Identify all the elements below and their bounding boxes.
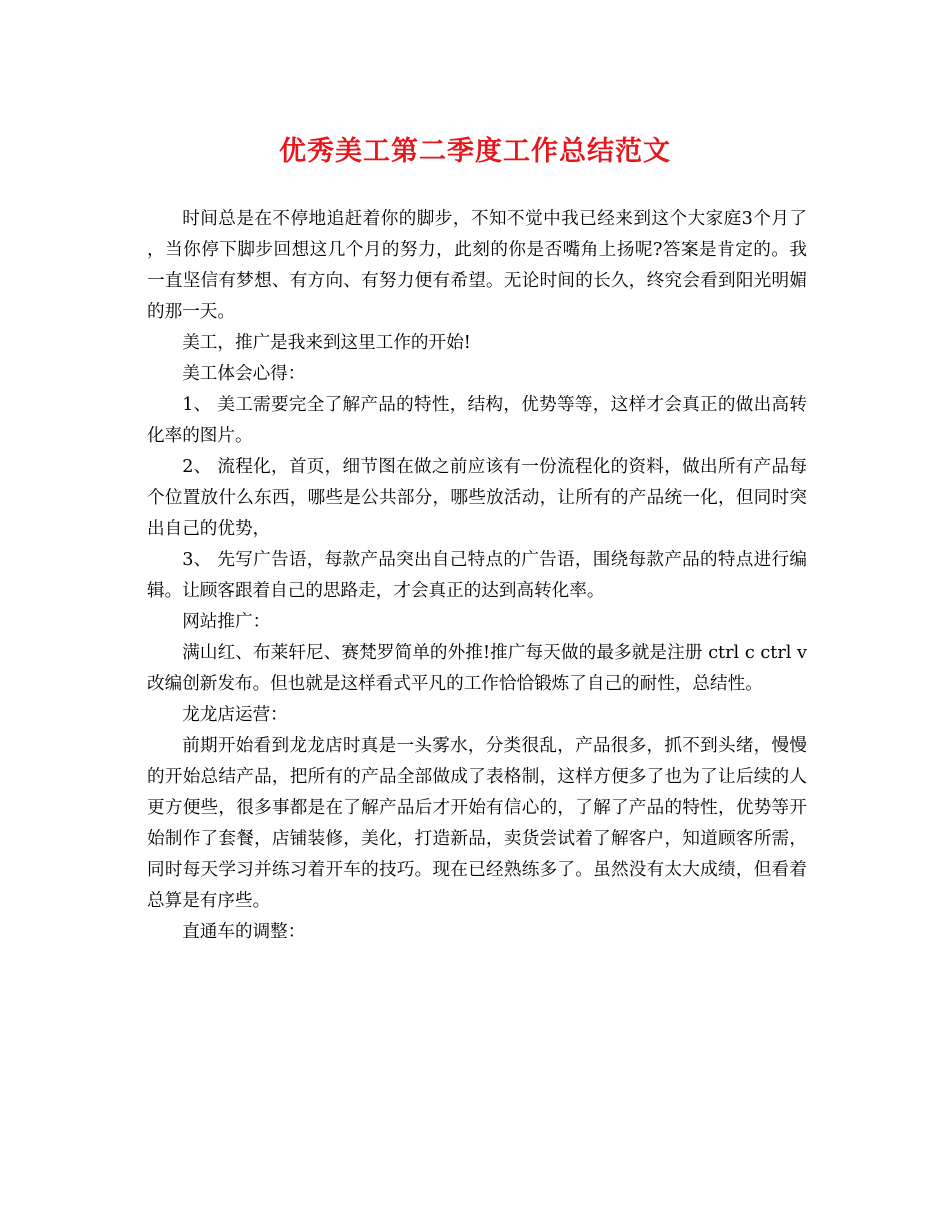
section-heading-design: 美工体会心得： (182, 364, 306, 384)
section-heading-ads: 直通车的调整： (182, 922, 306, 942)
section-heading-promotion: 网站推广： (182, 612, 271, 632)
paragraph-store: 前期开始看到龙龙店时真是一头雾水，分类很乱，产品很多，抓不到头绪，慢慢的开始总结产品，把所有的产品全部做成了表格制，这样方便多了也为了让后续的人更方便些，很多事都是在了解产品后才开始有信心的，了解了产品的特性，优势等开始制作了套餐，店铺装修，美化，打造新品，卖货尝试着了解客户，知道顾客所需，同时每天学习并练习着开车的技巧。现在已经熟练多了。虽然没有太大成绩，但看着总算是有序些。 (147, 736, 807, 911)
list-item-1: 1、 美工需要完全了解产品的特性，结构，优势等等，这样才会真正的做出高转化率的图片。 (147, 395, 807, 446)
paragraph-start: 美工，推广是我来到这里工作的开始! (182, 333, 471, 353)
document-title: 优秀美工第二季度工作总结范文 (279, 136, 671, 167)
list-item-3: 3、 先写广告语，每款产品突出自己特点的广告语，围绕每款产品的特点进行编辑。让顾客跟着自己的思路走，才会真正的达到高转化率。 (147, 550, 807, 601)
paragraph-intro: 时间总是在不停地追赶着你的脚步，不知不觉中我已经来到这个大家庭3个月了，当你停下脚步回想这几个月的努力，此刻的你是否嘴角上扬呢?答案是肯定的。我一直坚信有梦想、有方向、有努力便有希望。无论时间的长久，终究会看到阳光明媚的那一天。 (147, 209, 807, 322)
section-heading-store: 龙龙店运营： (182, 705, 288, 725)
paragraph-promotion: 满山红、布莱轩尼、赛梵罗简单的外推!推广每天做的最多就是注册 ctrl c ctrl v 改编创新发布。但也就是这样看式平凡的工作恰恰锻炼了自己的耐性，总结性。 (147, 643, 807, 694)
document-body (147, 204, 807, 948)
list-item-2: 2、 流程化，首页，细节图在做之前应该有一份流程化的资料，做出所有产品每个位置放什么东西，哪些是公共部分，哪些放活动，让所有的产品统一化，但同时突出自己的优势， (147, 457, 807, 539)
